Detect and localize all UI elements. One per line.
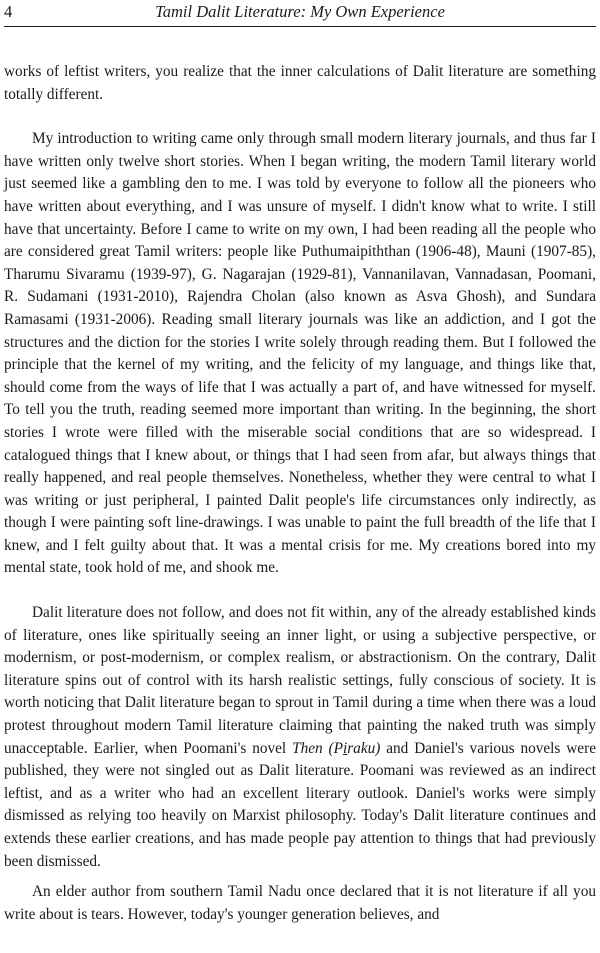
running-title: Tamil Dalit Literature: My Own Experience	[155, 2, 445, 21]
page-number: 4	[4, 2, 13, 21]
paragraph-continued: works of leftist writers, you realize that the inner calculations of Dalit literature are something totally different.	[4, 63, 596, 103]
paragraph: An elder author from southern Tamil Nadu once declared that it is not literature if all you write about is tears. However, today's younger generation believes, and	[4, 883, 596, 923]
book-page	[4, 0, 596, 953]
novel-title-diacritic: i	[342, 739, 348, 757]
paragraph: My introduction to writing came only through small modern literary journals, and thus far I have written only twelve short stories. When I began writing, the modern Tamil literary world just seemed like a gambling den to me. I was told by everyone to follow all the pioneers who have written about everything, and I was unsure of myself. I didn't know what to write. I still have that uncertainty. Before I came to write on my own, I had been reading all the people who are considered great Tamil writers: people like Puthumaipiththan (1906-48), Mauni (1907-85), Tharumu Sivaramu (1939-97), G. Nagarajan (1929-81), Vannanilavan, Vannadasan, Poomani, R. Sudamani (1931-2010), Rajendra Cholan (also known as Asva Ghosh), and Sundara Ramasami (1931-2006). Reading small literary journals was like an addiction, and I got the structures and the diction for the stories I write solely through reading them. But I followed the principle that the kernel of my writing, and the felicity of my language, and things like that, should come from the ways of life that I was actually a part of, and have witnessed for myself. To tell you the truth, reading seemed more important than writing. In the beginning, the short stories I wrote were filled with the miserable social conditions that are so widespread. I catalogued things that I knew about, or things that I had seen from afar, but always things that really happened, and real people themselves. Nonetheless, whether they were central to what I was writing or just peripheral, I painted Dalit people's life circumstances only indirectly, as though I were painting soft line-drawings. I was unable to paint the full breadth of the life that I knew, and I felt guilty about that. It was a mental crisis for me. My creations bored into my mental state, took hold of me, and shook me.	[4, 130, 596, 577]
running-head	[4, 0, 596, 24]
paragraph	[4, 602, 596, 873]
body-text	[4, 61, 596, 926]
header-rule	[4, 26, 596, 27]
paragraph-text: and Daniel's various novels were published, they were not singled out as Dalit literature. Poomani was reviewed as an indirect leftist, and as a writer who had an excellent literary outlook. Daniel's works were simply dismissed as relying too heavily on Marxist philosophy. Today's Dalit literature continues and extends these earlier creations, and has made people pay attention to things that had previously been dismissed.	[4, 739, 596, 870]
novel-title-part: Then (P	[292, 739, 343, 757]
novel-title	[292, 740, 380, 757]
novel-title-part: raku)	[347, 739, 381, 757]
paragraph-text: Dalit literature does not follow, and does not fit within, any of the already established kinds of literature, ones like spiritually seeing an inner light, or using a subjective perspective, or modernism, or post-modernism, or complex realism, or abstractionism. On the contrary, Dalit literature spins out of control with its harsh realistic settings, fully conscious of society. It is worth noticing that Dalit literature began to sprout in Tamil during a time when there was a loud protest throughout modern Tamil literature claiming that painting the naked truth was simply unacceptable. Earlier, when Poomani's novel	[4, 604, 596, 757]
